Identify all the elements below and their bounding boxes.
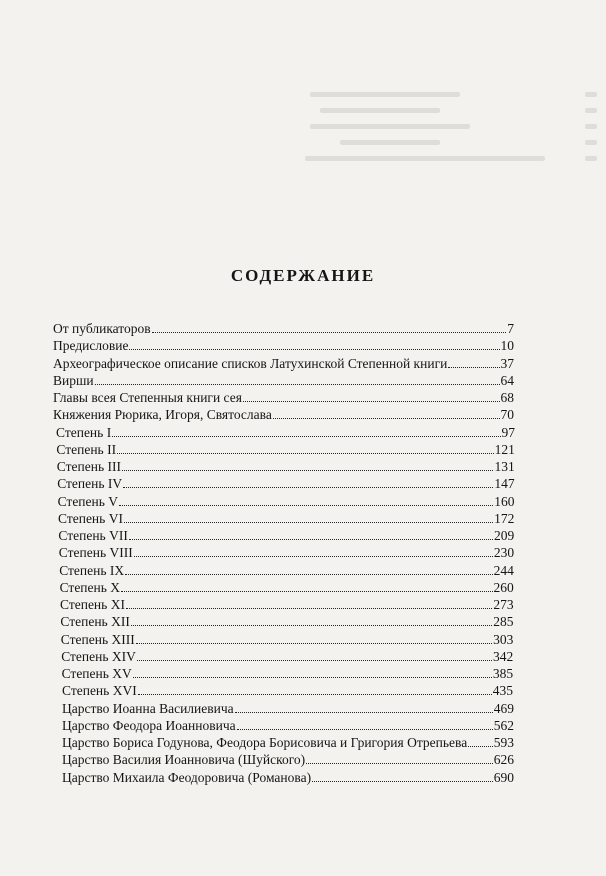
toc-row — [62, 665, 514, 682]
toc-page-number: 209 — [493, 528, 515, 543]
toc-row — [62, 700, 514, 717]
toc-row — [58, 527, 514, 544]
toc-page-number: 273 — [493, 597, 514, 612]
toc-row — [53, 406, 514, 423]
toc-row — [56, 424, 515, 441]
toc-row — [53, 320, 514, 337]
toc-page-number: 160 — [494, 493, 515, 509]
leader-dots — [95, 384, 500, 385]
toc-page-number: 562 — [493, 717, 514, 733]
toc-page-number: 70 — [500, 407, 514, 423]
toc-row — [59, 562, 514, 579]
toc-entry-label: Предисловие — [53, 338, 129, 354]
toc-page-number: 285 — [493, 614, 514, 630]
leader-dots — [273, 418, 500, 419]
leader-dots — [448, 367, 499, 368]
toc-page-number: 230 — [493, 545, 515, 561]
toc-row — [53, 355, 514, 372]
leader-dots — [124, 522, 493, 523]
leader-dots — [112, 436, 500, 437]
toc-entry-label: Степень X — [59, 579, 121, 595]
toc-entry-label: Вирши — [53, 372, 94, 388]
leader-dots — [129, 349, 499, 350]
toc-page-number: 385 — [492, 666, 514, 681]
toc-row — [60, 613, 513, 630]
toc-entry-label: Царство Михаила Феодоровича (Романова) — [62, 769, 312, 785]
toc-page-number: 10 — [500, 338, 514, 354]
toc-row — [58, 510, 514, 527]
toc-row — [53, 337, 514, 354]
leader-dots — [129, 539, 493, 540]
toc-row — [60, 579, 514, 596]
toc-entry-label: Степень XIII — [60, 631, 135, 647]
page-title: СОДЕРЖАНИЕ — [230, 266, 376, 285]
toc-row — [62, 682, 513, 699]
toc-row — [53, 389, 514, 406]
leader-dots — [122, 470, 493, 471]
leader-dots — [306, 763, 493, 764]
leader-dots — [235, 712, 493, 713]
toc-entry-label: Степень I — [56, 424, 112, 440]
toc-entry-label: Степень IX — [59, 562, 125, 578]
toc-entry-label: Степень III — [56, 459, 121, 474]
toc-entry-label: Царство Иоанна Василиевича — [62, 700, 234, 716]
toc-page-number: 68 — [500, 390, 514, 405]
toc-row — [56, 441, 514, 458]
toc-page-number: 303 — [493, 631, 514, 647]
toc-row — [60, 596, 514, 613]
toc-page-number: 626 — [493, 752, 514, 768]
toc-page-number: 131 — [494, 459, 515, 474]
toc-page-number: 342 — [493, 648, 514, 664]
toc-page-number: 147 — [494, 476, 515, 492]
leader-dots — [152, 332, 507, 333]
toc-row — [61, 648, 513, 665]
toc-row — [59, 544, 514, 561]
toc-row — [53, 372, 514, 389]
leader-dots — [237, 729, 493, 730]
toc-entry-label: Главы всея Степенныя книги сея — [53, 390, 242, 405]
leader-dots — [133, 677, 492, 678]
toc-row — [62, 769, 514, 786]
toc-page-number: 593 — [493, 735, 514, 750]
leader-dots — [117, 453, 494, 454]
toc-row — [62, 717, 514, 734]
leader-dots — [468, 746, 493, 747]
toc-entry-label: Степень VI — [58, 510, 123, 526]
toc-entry-label: Степень II — [56, 441, 117, 457]
toc-entry-label: Степень VIII — [58, 545, 133, 561]
leader-dots — [126, 608, 492, 609]
toc-page-number: 97 — [501, 424, 515, 440]
toc-entry-label: Царство Феодора Иоанновича — [62, 717, 236, 733]
toc-page-number: 244 — [493, 562, 514, 578]
toc-entry-label: Царство Бориса Годунова, Феодора Борисовича и Григория Отрепьева — [62, 735, 468, 750]
leader-dots — [134, 556, 493, 557]
leader-dots — [312, 781, 493, 782]
toc-page-number: 121 — [494, 441, 515, 457]
toc-entry-label: Княжения Рюрика, Игоря, Святослава — [53, 407, 272, 423]
leader-dots — [119, 505, 493, 506]
toc-page-number: 64 — [500, 372, 514, 388]
toc-entry-label: Степень VII — [58, 528, 128, 543]
toc-page-number: 37 — [500, 355, 514, 371]
leader-dots — [138, 694, 492, 695]
toc-row — [61, 631, 514, 648]
toc-entry-label: Археографическое описание списков Латухинской Степенной книги — [53, 355, 448, 371]
toc-entry-label: От публикаторов — [53, 321, 151, 336]
toc-page-number: 435 — [492, 683, 513, 699]
toc-row — [57, 475, 514, 492]
leader-dots — [131, 625, 492, 626]
toc-row — [62, 751, 514, 768]
toc-entry-label: Степень XII — [60, 614, 130, 630]
toc-page-number: 690 — [493, 769, 514, 785]
leader-dots — [123, 487, 493, 488]
toc-entry-label: Степень XVI — [62, 683, 137, 699]
leader-dots — [243, 401, 500, 402]
toc-row — [57, 458, 515, 475]
show-through-text — [300, 82, 600, 192]
toc-entry-label: Степень XV — [61, 666, 132, 681]
leader-dots — [137, 660, 492, 661]
toc-entry-label: Степень IV — [57, 476, 123, 492]
toc-entry-label: Степень V — [57, 493, 119, 509]
leader-dots — [125, 574, 493, 575]
leader-dots — [121, 591, 492, 592]
toc-page-number: 469 — [493, 700, 514, 716]
toc-row — [58, 493, 515, 510]
toc-entry-label: Степень XI — [60, 597, 125, 612]
toc-page-number: 260 — [493, 579, 514, 595]
toc-row — [62, 734, 514, 751]
toc-entry-label: Степень XIV — [61, 648, 136, 664]
toc-page-number: 7 — [507, 321, 514, 336]
toc-page-number: 172 — [494, 510, 515, 526]
toc-entry-label: Царство Василия Иоанновича (Шуйского) — [62, 752, 306, 768]
leader-dots — [136, 643, 492, 644]
